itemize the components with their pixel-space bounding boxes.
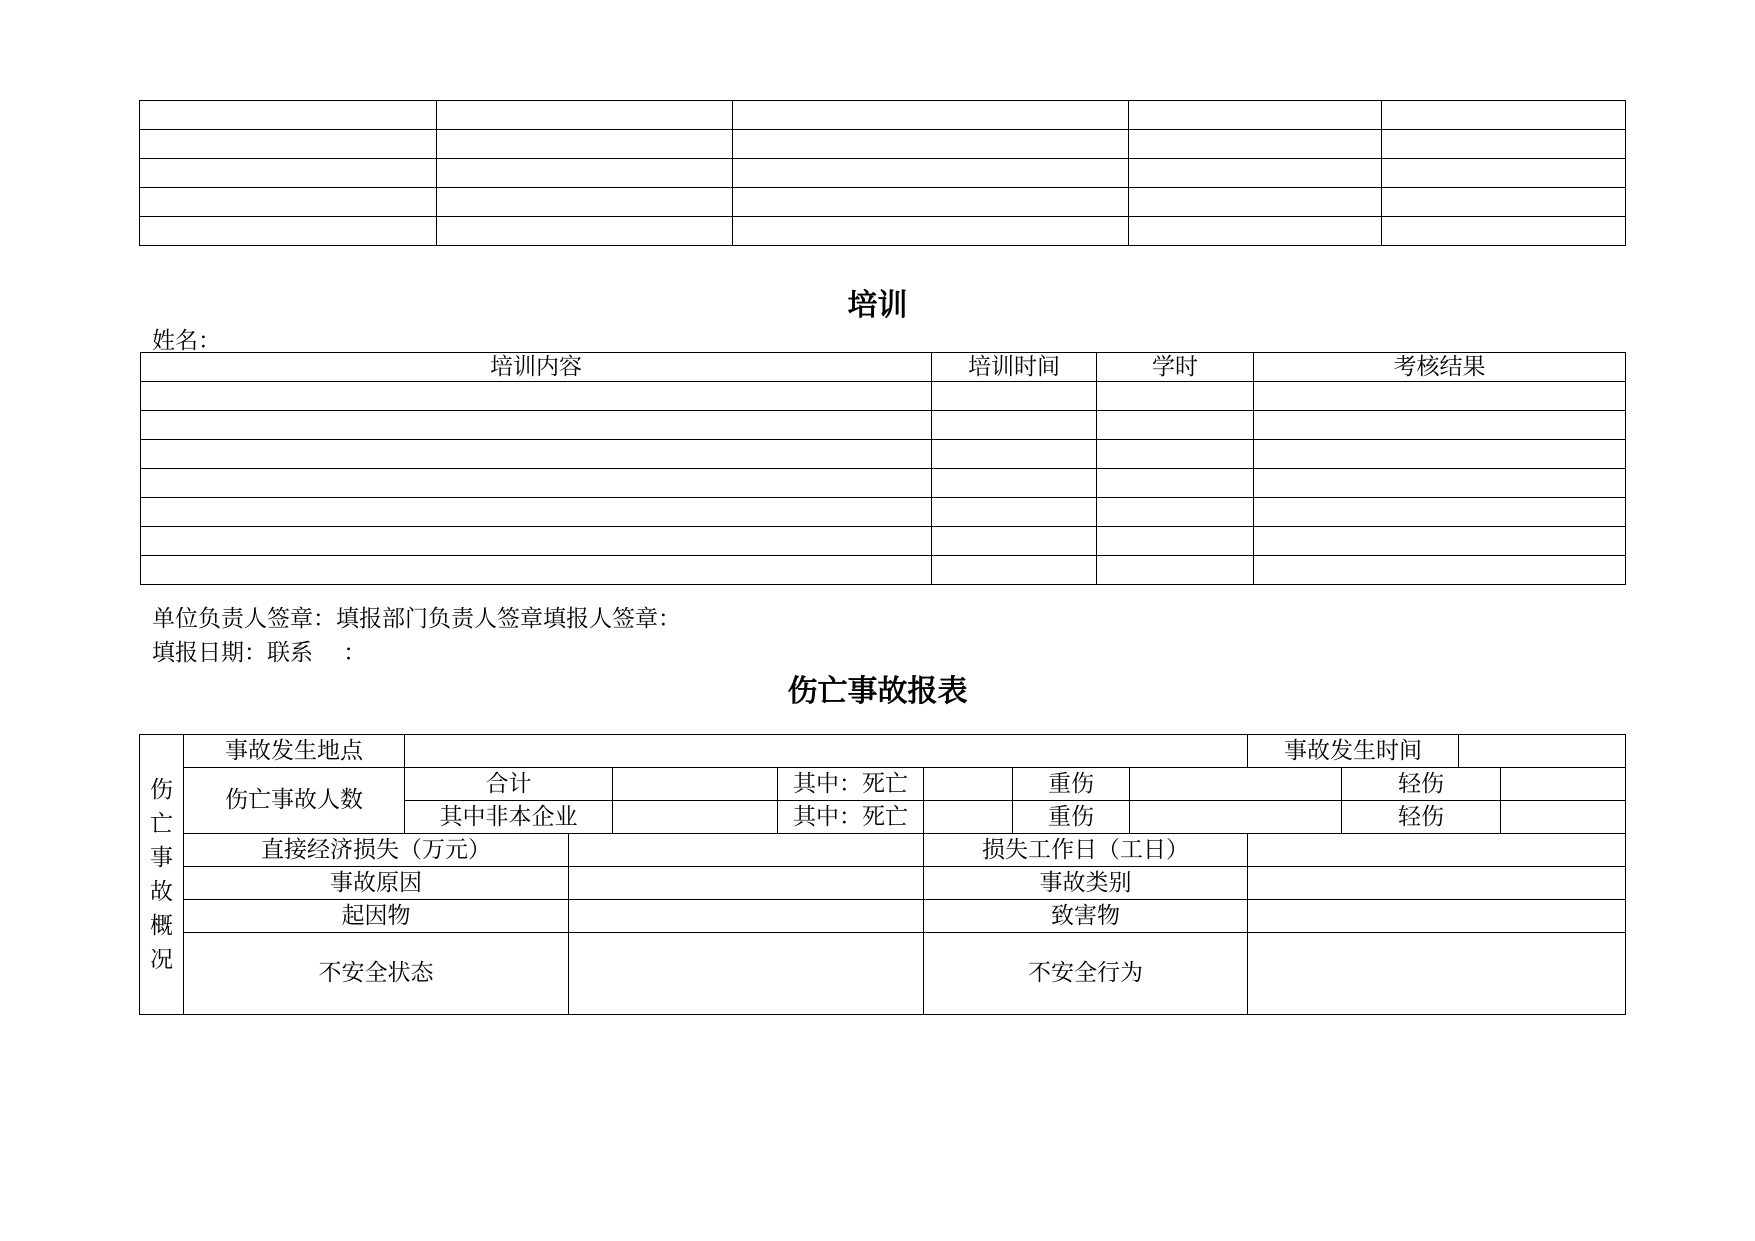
non-company-minor-label: 轻伤 bbox=[1342, 801, 1501, 834]
training-row bbox=[141, 440, 1626, 469]
blank-cell bbox=[733, 159, 1129, 188]
training-row bbox=[141, 527, 1626, 556]
blank-row bbox=[140, 101, 1626, 130]
blank-cell bbox=[1382, 130, 1626, 159]
row-cause bbox=[140, 867, 1626, 900]
row-origin bbox=[140, 900, 1626, 933]
harm-label: 致害物 bbox=[924, 900, 1248, 933]
side-label-accident-overview: 伤 亡 事 故 概 况 bbox=[140, 735, 184, 1015]
training-cell bbox=[1097, 382, 1254, 411]
time-value bbox=[1459, 735, 1626, 768]
blank-cell bbox=[140, 101, 437, 130]
training-cell bbox=[141, 556, 932, 585]
blank-cell bbox=[1129, 188, 1382, 217]
non-company-death-label: 其中：死亡 bbox=[778, 801, 924, 834]
non-company-total-value bbox=[613, 801, 778, 834]
top-blank-table bbox=[139, 100, 1626, 246]
training-cell bbox=[141, 498, 932, 527]
blank-cell bbox=[733, 130, 1129, 159]
casualty-count-label: 伤亡事故人数 bbox=[184, 768, 405, 834]
blank-cell bbox=[437, 159, 733, 188]
minor-label: 轻伤 bbox=[1342, 768, 1501, 801]
unsafe-state-value bbox=[569, 933, 924, 1015]
blank-cell bbox=[437, 130, 733, 159]
blank-cell bbox=[1129, 159, 1382, 188]
blank-cell bbox=[1129, 217, 1382, 246]
training-cell bbox=[932, 411, 1097, 440]
training-cell bbox=[1254, 498, 1626, 527]
header-training-time: 培训时间 bbox=[932, 353, 1097, 382]
training-title: 培训 bbox=[847, 288, 908, 323]
row-direct-loss bbox=[140, 834, 1626, 867]
serious-label: 重伤 bbox=[1013, 768, 1130, 801]
direct-loss-value bbox=[569, 834, 924, 867]
signature-line: 单位负责人签章：填报部门负责人签章填报人签章： bbox=[152, 606, 681, 632]
blank-row bbox=[140, 188, 1626, 217]
time-label: 事故发生时间 bbox=[1248, 735, 1459, 768]
training-cell bbox=[1097, 469, 1254, 498]
date-contact-line: 填报日期：联系 ： bbox=[152, 640, 367, 666]
training-cell bbox=[1254, 382, 1626, 411]
training-cell bbox=[932, 469, 1097, 498]
blank-cell bbox=[733, 217, 1129, 246]
top-blank-table-body bbox=[140, 101, 1626, 246]
training-cell bbox=[1254, 556, 1626, 585]
training-cell bbox=[141, 469, 932, 498]
blank-cell bbox=[140, 159, 437, 188]
death-label: 其中：死亡 bbox=[778, 768, 924, 801]
blank-cell bbox=[140, 188, 437, 217]
training-row bbox=[141, 382, 1626, 411]
lost-days-label: 损失工作日（工日） bbox=[924, 834, 1248, 867]
blank-row bbox=[140, 159, 1626, 188]
training-cell bbox=[932, 440, 1097, 469]
total-value bbox=[613, 768, 778, 801]
blank-row bbox=[140, 130, 1626, 159]
blank-cell bbox=[1129, 101, 1382, 130]
training-cell bbox=[932, 382, 1097, 411]
blank-cell bbox=[1382, 188, 1626, 217]
row-unsafe bbox=[140, 933, 1626, 1015]
blank-row bbox=[140, 217, 1626, 246]
training-cell bbox=[1097, 527, 1254, 556]
training-cell bbox=[1097, 556, 1254, 585]
training-cell bbox=[1097, 411, 1254, 440]
header-study-hours: 学时 bbox=[1097, 353, 1254, 382]
non-company-serious-label: 重伤 bbox=[1013, 801, 1130, 834]
cause-value bbox=[569, 867, 924, 900]
blank-cell bbox=[140, 217, 437, 246]
unsafe-act-label: 不安全行为 bbox=[924, 933, 1248, 1015]
training-cell bbox=[1254, 469, 1626, 498]
training-cell bbox=[1097, 440, 1254, 469]
name-label: 姓名： bbox=[152, 328, 221, 354]
category-value bbox=[1248, 867, 1626, 900]
header-assessment-result: 考核结果 bbox=[1254, 353, 1626, 382]
unsafe-state-label: 不安全状态 bbox=[184, 933, 569, 1015]
blank-cell bbox=[437, 188, 733, 217]
blank-cell bbox=[1382, 101, 1626, 130]
location-label: 事故发生地点 bbox=[184, 735, 405, 768]
blank-cell bbox=[1382, 159, 1626, 188]
non-company-death-value bbox=[924, 801, 1013, 834]
training-cell bbox=[141, 411, 932, 440]
death-value bbox=[924, 768, 1013, 801]
accident-report-title: 伤亡事故报表 bbox=[787, 674, 968, 709]
training-cell bbox=[1254, 527, 1626, 556]
header-training-content: 培训内容 bbox=[141, 353, 932, 382]
training-cell bbox=[1254, 411, 1626, 440]
training-cell bbox=[141, 382, 932, 411]
non-company-serious-value bbox=[1130, 801, 1342, 834]
training-table-body bbox=[141, 382, 1626, 585]
location-value bbox=[405, 735, 1248, 768]
training-cell bbox=[141, 440, 932, 469]
training-cell bbox=[1254, 440, 1626, 469]
unsafe-act-value bbox=[1248, 933, 1626, 1015]
origin-label: 起因物 bbox=[184, 900, 569, 933]
blank-cell bbox=[1129, 130, 1382, 159]
training-table bbox=[140, 352, 1626, 585]
lost-days-value bbox=[1248, 834, 1626, 867]
harm-value bbox=[1248, 900, 1626, 933]
training-row bbox=[141, 411, 1626, 440]
training-cell bbox=[141, 527, 932, 556]
non-company-label: 其中非本企业 bbox=[405, 801, 613, 834]
training-header-row bbox=[141, 353, 1626, 382]
serious-value bbox=[1130, 768, 1342, 801]
training-row bbox=[141, 469, 1626, 498]
minor-value bbox=[1501, 768, 1626, 801]
training-cell bbox=[932, 527, 1097, 556]
blank-cell bbox=[140, 130, 437, 159]
training-row bbox=[141, 556, 1626, 585]
accident-report-table bbox=[139, 734, 1626, 1015]
blank-cell bbox=[733, 101, 1129, 130]
blank-cell bbox=[1382, 217, 1626, 246]
training-cell bbox=[932, 556, 1097, 585]
blank-cell bbox=[437, 217, 733, 246]
cause-label: 事故原因 bbox=[184, 867, 569, 900]
blank-cell bbox=[437, 101, 733, 130]
training-cell bbox=[1097, 498, 1254, 527]
direct-loss-label: 直接经济损失（万元） bbox=[184, 834, 569, 867]
non-company-minor-value bbox=[1501, 801, 1626, 834]
category-label: 事故类别 bbox=[924, 867, 1248, 900]
training-cell bbox=[932, 498, 1097, 527]
row-casualty-total bbox=[140, 768, 1626, 801]
training-row bbox=[141, 498, 1626, 527]
row-location bbox=[140, 735, 1626, 768]
total-label: 合计 bbox=[405, 768, 613, 801]
blank-cell bbox=[733, 188, 1129, 217]
origin-value bbox=[569, 900, 924, 933]
